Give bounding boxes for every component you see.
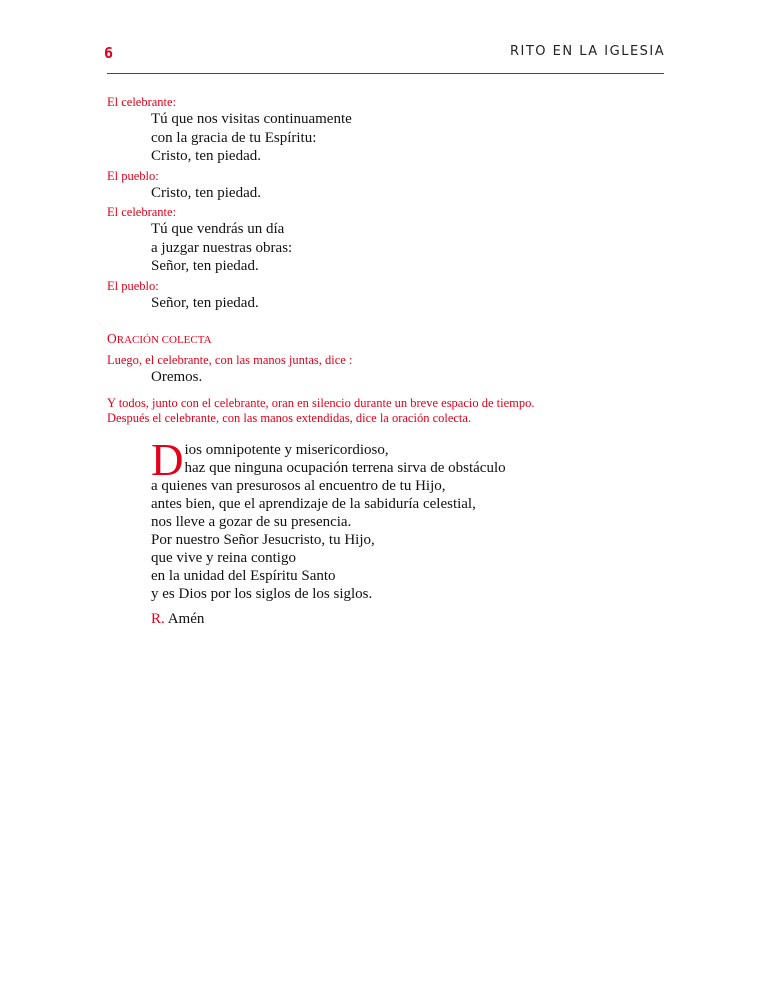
verse-line: con la gracia de tu Espíritu:: [151, 129, 317, 146]
speaker-label: El pueblo:: [107, 278, 159, 293]
silence-rubric: Después el celebrante, con las manos extendidas, dice la oración colecta.: [107, 410, 472, 425]
speaker-label: El celebrante:: [107, 205, 177, 219]
speaker-label: El celebrante:: [107, 95, 177, 109]
response-marker: R.: [151, 610, 165, 627]
section-title-rest: RACIÓN COLECTA: [116, 334, 212, 346]
verse-line: Tú que nos visitas continuamente: [151, 111, 352, 127]
prayer-line: haz que ninguna ocupación terrena sirva de obstáculo: [184, 459, 506, 476]
dialogue-block: [107, 95, 667, 166]
header-divider: [107, 73, 664, 74]
prayer-line: ios omnipotente y misericordioso,: [184, 441, 389, 458]
verse-line: Señor, ten piedad.: [151, 258, 259, 274]
response-text: Amén: [164, 610, 205, 627]
silence-rubric: Y todos, junto con el celebrante, oran en silencio durante un breve espacio de tiempo.: [107, 395, 535, 410]
speaker-label: El pueblo:: [107, 168, 159, 183]
prayer-line: a quienes van presurosos al encuentro de tu Hijo,: [151, 477, 446, 494]
instruction-rubric: Luego, el celebrante, con las manos juntas, dice :: [107, 353, 353, 367]
page-content: [107, 95, 667, 628]
verse-line: Tú que vendrás un día: [151, 221, 285, 237]
section-title-initial: O: [107, 331, 117, 346]
prayer-line: que vive y reina contigo: [151, 549, 296, 566]
verse-line: a juzgar nuestras obras:: [151, 239, 293, 256]
verse-line: Señor, ten piedad.: [151, 294, 259, 311]
page-number: 6: [104, 44, 114, 62]
prayer-line: nos lleve a gozar de su presencia.: [151, 513, 352, 530]
verse-line: Cristo, ten piedad.: [151, 148, 261, 164]
running-title: RITO EN LA IGLESIA: [510, 44, 666, 59]
verse-line: Cristo, ten piedad.: [151, 184, 261, 201]
collect-prayer: [107, 434, 667, 603]
dialogue-block: [107, 205, 667, 276]
prayer-line: antes bien, que el aprendizaje de la sabiduría celestial,: [151, 495, 476, 512]
prayer-line: y es Dios por los siglos de los siglos.: [151, 585, 373, 602]
prayer-line: Por nuestro Señor Jesucristo, tu Hijo,: [151, 531, 375, 548]
dialogue-block: [107, 279, 667, 313]
drop-cap: D: [151, 434, 184, 485]
prayer-line: en la unidad del Espíritu Santo: [151, 567, 336, 584]
prayer-opening: [151, 434, 667, 485]
response-line: [107, 611, 667, 628]
invitation-text: Oremos.: [151, 369, 203, 385]
dialogue-block: [107, 169, 667, 203]
section-title: [107, 331, 667, 347]
